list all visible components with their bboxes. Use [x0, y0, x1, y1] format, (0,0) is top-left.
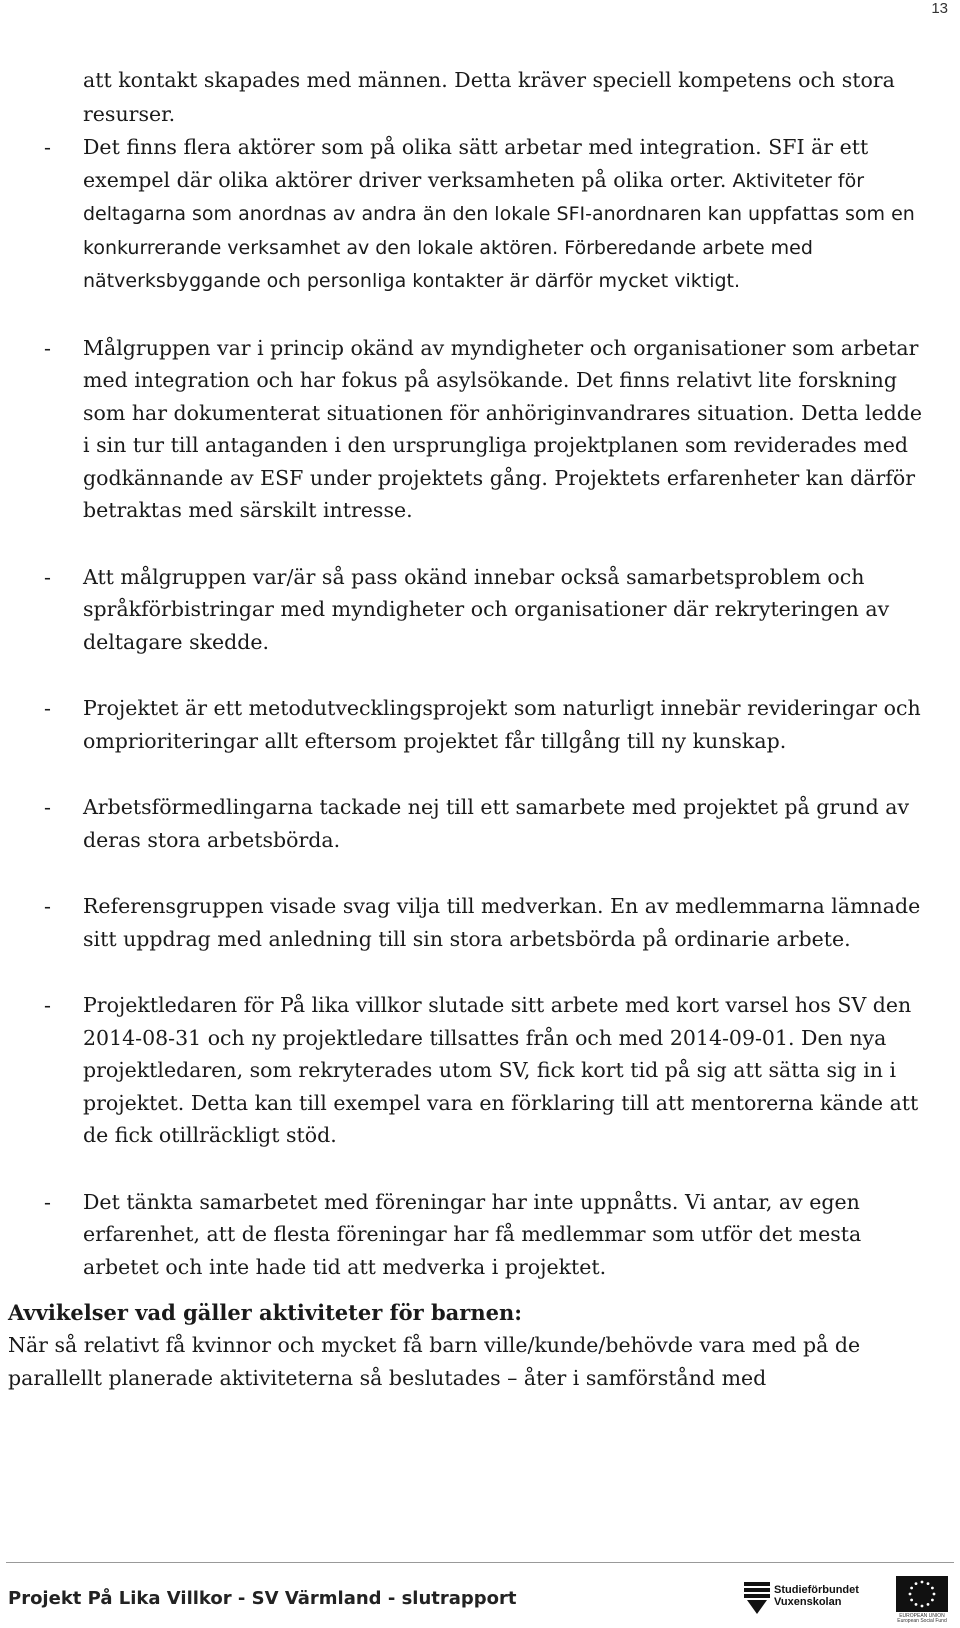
sv-logo-line1: Studieförbundet	[774, 1584, 859, 1596]
intro-continuation	[0, 64, 960, 131]
list-item-text: Projektet är ett metodutvecklingsprojekt som naturligt innebär revideringar och omprioriteringar allt eftersom projektet får tillgång till ny kunskap.	[83, 696, 921, 753]
footer-title: Projekt På Lika Villkor - SV Värmland - slutrapport	[8, 1588, 517, 1609]
page-footer	[0, 1548, 960, 1628]
list-dash: -	[44, 696, 51, 720]
intro-text: att kontakt skapades med männen. Detta kräver speciell kompetens och stora resurser.	[83, 68, 895, 126]
list-item	[0, 692, 960, 757]
list-item	[0, 989, 960, 1152]
list-dash: -	[44, 135, 51, 159]
page-number: 13	[931, 0, 948, 17]
list-dash: -	[44, 993, 51, 1017]
list-item-text-sans: Aktiviteter för deltagarna som anordnas av andra än den lokale SFI-anordnaren kan uppfattas som en konkurrerande verksamhet av den lokale aktören. Förberedande arbete med nätverksbyggande och personliga kontakter är därför mycket viktigt.	[83, 169, 915, 292]
eu-caption-line1: EUROPEAN UNION	[899, 1613, 945, 1619]
list-item	[0, 791, 960, 856]
footer-divider	[6, 1562, 954, 1563]
list-dash: -	[44, 795, 51, 819]
sv-logo-icon	[744, 1582, 770, 1614]
list-item-text: Referensgruppen visade svag vilja till medverkan. En av medlemmarna lämnade sitt uppdrag med anledning till sin stora arbetsbörda på ordinarie arbete.	[83, 894, 921, 951]
list-item	[0, 1186, 960, 1284]
list-dash: -	[44, 564, 51, 589]
studieforbundet-vuxenskolan-logo	[744, 1580, 864, 1620]
eu-esf-logo	[896, 1576, 948, 1624]
list-item	[0, 890, 960, 955]
list-item-text: Att målgruppen var/är så pass okänd innebar också samarbetsproblem och språkförbistringar med myndigheter och organisationer där rekryteringen av deltagare skedde.	[83, 564, 890, 654]
document-body	[0, 64, 960, 1394]
list-item	[0, 332, 960, 527]
sv-logo-line2: Vuxenskolan	[774, 1596, 842, 1608]
section-paragraph: När så relativt få kvinnor och mycket få barn ville/kunde/behövde vara med på de parallellt planerade aktiviteterna så beslutades – åter i samförstånd med	[8, 1333, 861, 1390]
list-dash: -	[44, 335, 51, 360]
eu-caption-line2: European Social Fund	[897, 1618, 947, 1624]
list-dash: -	[44, 1189, 51, 1214]
list-item-text-serif: Det finns flera aktörer som på olika sätt arbetar med integration. SFI är ett exempel där olika aktörer driver verksamheten på olika orter.	[83, 135, 869, 192]
list-item-text: Det tänkta samarbetet med föreningar har inte uppnåtts. Vi antar, av egen erfarenhet, att de flesta föreningar har få medlemmar som utför det mesta arbetet och inte hade tid att medverka i projektet.	[83, 1189, 862, 1279]
eu-flag-icon	[896, 1576, 948, 1612]
section-heading: Avvikelser vad gäller aktiviteter för barnen:	[8, 1300, 522, 1325]
list-item-text: Projektledaren för På lika villkor slutade sitt arbete med kort varsel hos SV den 2014-08-31 och ny projektledare tillsattes från och med 2014-09-01. Den nya projektledaren, som rekryterades utom SV, fick kort tid på sig att sätta sig in i projektet. Detta kan till exempel vara en förklaring till att mentorerna kände att de fick otillräckligt stöd.	[83, 993, 919, 1147]
list-item-text: Målgruppen var i princip okänd av myndigheter och organisationer som arbetar med integration och har fokus på asylsökande. Det finns relativt lite forskning som har dokumenterat situationen för anhöriginvandrares situation. Detta ledde i sin tur till antaganden i den ursprungliga projektplanen som reviderades med godkännande av ESF under projektets gång. Projektets erfarenheter kan därför betraktas med särskilt intresse.	[83, 335, 923, 522]
list-item	[0, 131, 960, 298]
list-item	[0, 561, 960, 659]
list-item-text: Arbetsförmedlingarna tackade nej till ett samarbete med projektet på grund av deras stora arbetsbörda.	[83, 795, 910, 852]
list-dash: -	[44, 894, 51, 918]
